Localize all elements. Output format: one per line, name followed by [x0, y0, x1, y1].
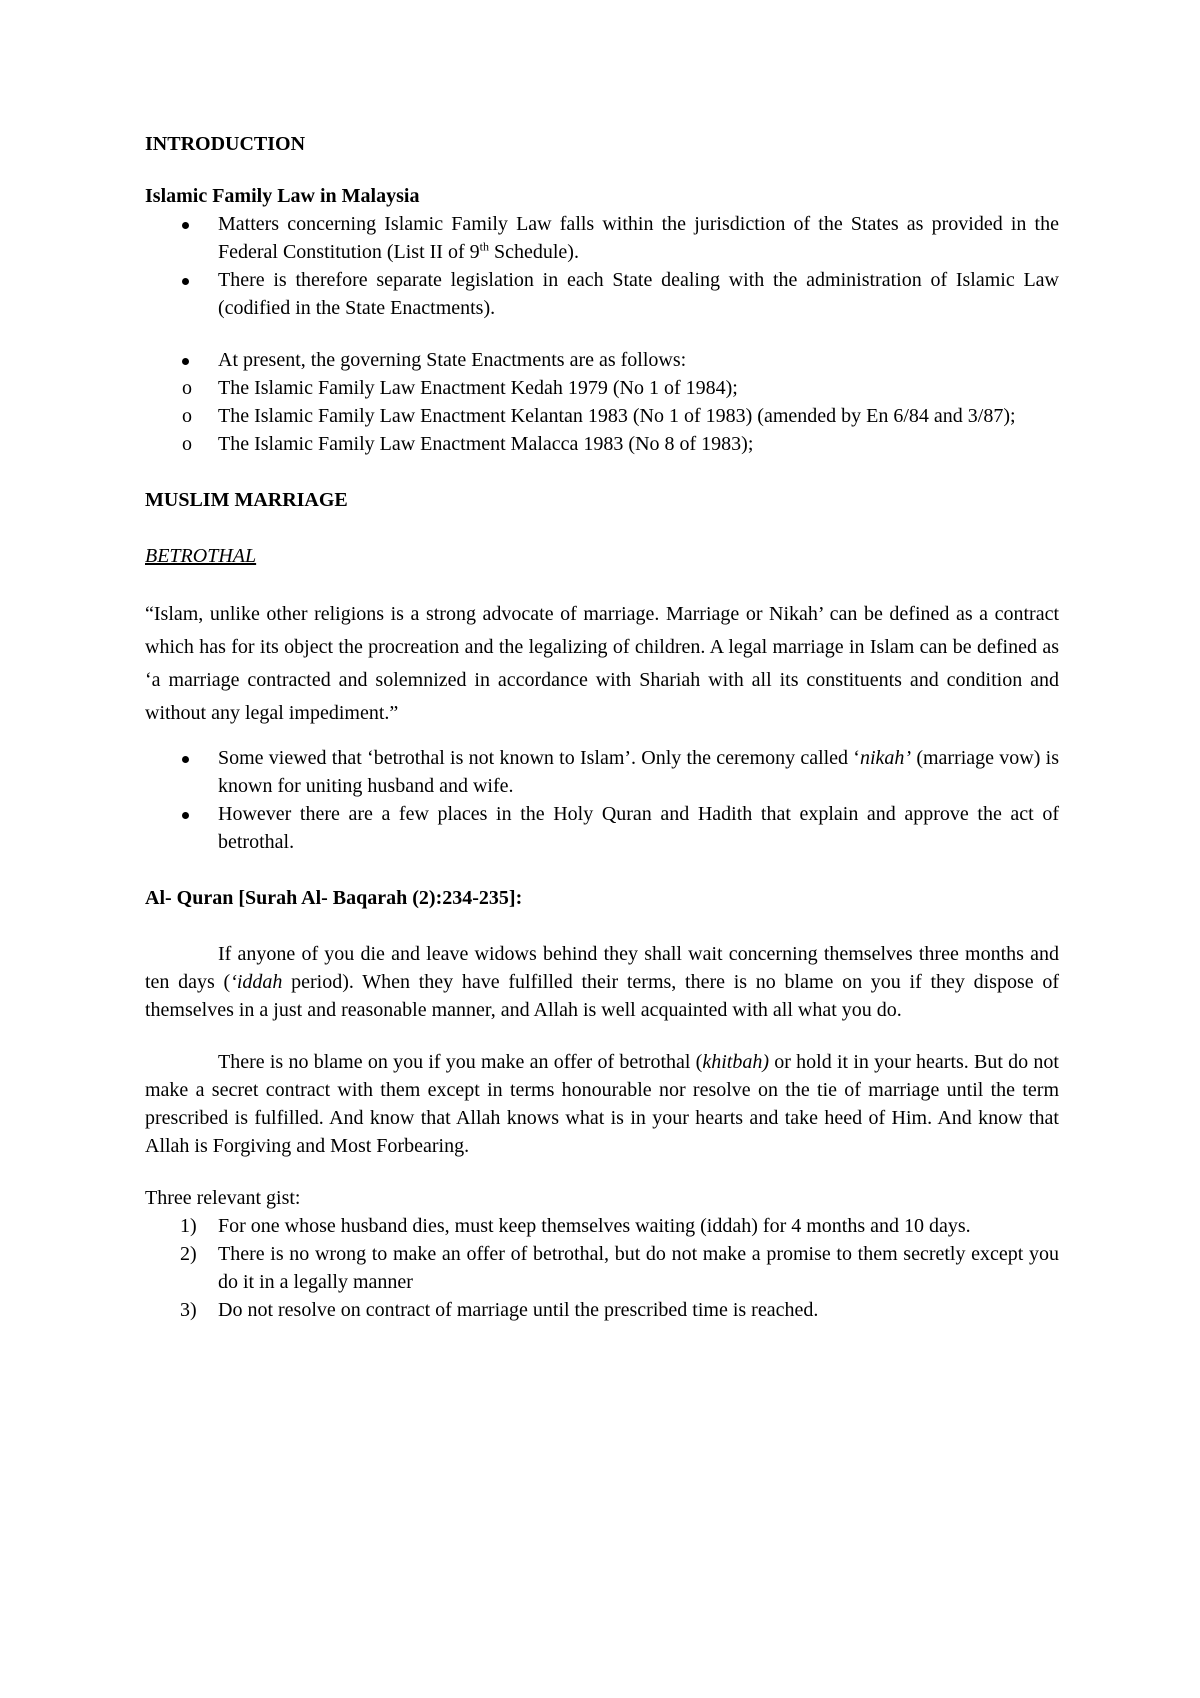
khitbah-term: khitbah): [702, 1051, 770, 1073]
betrothal-bullet-list: [145, 744, 1059, 856]
intro-bullet-list: [145, 210, 1059, 322]
list-item: [145, 374, 1059, 402]
list-item: [145, 1212, 1059, 1240]
list-number: 2): [180, 1243, 197, 1265]
bullet-icon: [182, 278, 189, 285]
list-item: [145, 346, 1059, 374]
superscript: th: [479, 239, 489, 254]
list-item-text: The Islamic Family Law Enactment Kelantan 1983 (No 1 of 1983) (amended by En 6/84 and 3/87);: [218, 405, 1016, 427]
list-item-text: For one whose husband dies, must keep themselves waiting (iddah) for 4 months and 10 days.: [218, 1215, 971, 1237]
list-number: 1): [180, 1215, 197, 1237]
list-item-text: However there are a few places in the Holy Quran and Hadith that explain and approve the act of betrothal.: [218, 803, 1059, 853]
quran-paragraph-1: [145, 940, 1059, 1024]
paragraph-text-tail: or hold it in your hearts. But do not make a secret contract with them except in terms honourable nor resolve on the tie of marriage until the term prescribed is fulfilled. And know that Allah knows what is in your hearts and take heed of Him. And know that Allah is Forgiving and Most Forbearing.: [145, 1051, 1059, 1157]
iddah-term: ‘iddah: [230, 971, 283, 993]
circle-marker: o: [182, 433, 192, 455]
islamic-family-law-heading: Islamic Family Law in Malaysia: [145, 185, 420, 207]
gist-label: Three relevant gist:: [145, 1187, 301, 1209]
nikah-term: nikah’: [859, 747, 912, 769]
list-number: 3): [180, 1299, 197, 1321]
paragraph-text: If anyone of you die and leave widows behind they shall wait concerning themselves three months and ten days (: [145, 943, 1059, 993]
list-item-text: Do not resolve on contract of marriage until the prescribed time is reached.: [218, 1299, 819, 1321]
quran-paragraph-2: [145, 1048, 1059, 1160]
list-item-text: Matters concerning Islamic Family Law falls within the jurisdiction of the States as provided in the Federal Constitution (List II of 9: [218, 213, 1059, 263]
introduction-heading: INTRODUCTION: [145, 133, 306, 155]
paragraph-text-tail: period). When they have fulfilled their terms, there is no blame on you if they dispose of themselves in a just and reasonable manner, and Allah is well acquainted with all what you do.: [145, 971, 1059, 1021]
list-item: [145, 800, 1059, 856]
list-item: [145, 402, 1059, 430]
bullet-icon: [182, 812, 189, 819]
bullet-icon: [182, 756, 189, 763]
circle-marker: o: [182, 377, 192, 399]
list-item: [145, 1240, 1059, 1296]
enactments-list: [145, 346, 1059, 458]
list-item: [145, 1296, 1059, 1324]
bullet-icon: [182, 358, 189, 365]
quran-heading: Al- Quran [Surah Al- Baqarah (2):234-235]:: [145, 887, 523, 909]
paragraph-text: There is no blame on you if you make an offer of betrothal (: [218, 1051, 703, 1073]
list-item: [145, 744, 1059, 800]
circle-marker: o: [182, 405, 192, 427]
list-item-text: There is therefore separate legislation in each State dealing with the administration of Islamic Law (codified in the State Enactments).: [218, 269, 1059, 319]
list-item: [145, 210, 1059, 266]
list-item: [145, 266, 1059, 322]
list-item-text: The Islamic Family Law Enactment Kedah 1979 (No 1 of 1984);: [218, 377, 738, 399]
list-item-text: Some viewed that ‘betrothal is not known to Islam’. Only the ceremony called ‘: [218, 747, 860, 769]
betrothal-subheading: BETROTHAL: [145, 545, 257, 567]
list-item-text: The Islamic Family Law Enactment Malacca 1983 (No 8 of 1983);: [218, 433, 754, 455]
list-item-text-tail: (marriage vow) is known for uniting husband and wife.: [218, 747, 1059, 797]
marriage-quote: “Islam, unlike other religions is a strong advocate of marriage. Marriage or Nikah’ can be defined as a contract which has for its object the procreation and the legalizing of children. A legal marriage in Islam can be defined as ‘a marriage contracted and solemnized in accordance with Shariah with all its constituents and condition and without any legal impediment.”: [145, 603, 1059, 724]
document-body: [145, 130, 1059, 1324]
list-item-text: There is no wrong to make an offer of betrothal, but do not make a promise to them secretly except you do it in a legally manner: [218, 1243, 1059, 1293]
list-item-text: At present, the governing State Enactments are as follows:: [218, 349, 687, 371]
muslim-marriage-heading: MUSLIM MARRIAGE: [145, 489, 348, 511]
list-item-text-tail: Schedule).: [488, 241, 579, 263]
bullet-icon: [182, 222, 189, 229]
list-item: [145, 430, 1059, 458]
gist-list: [145, 1212, 1059, 1324]
